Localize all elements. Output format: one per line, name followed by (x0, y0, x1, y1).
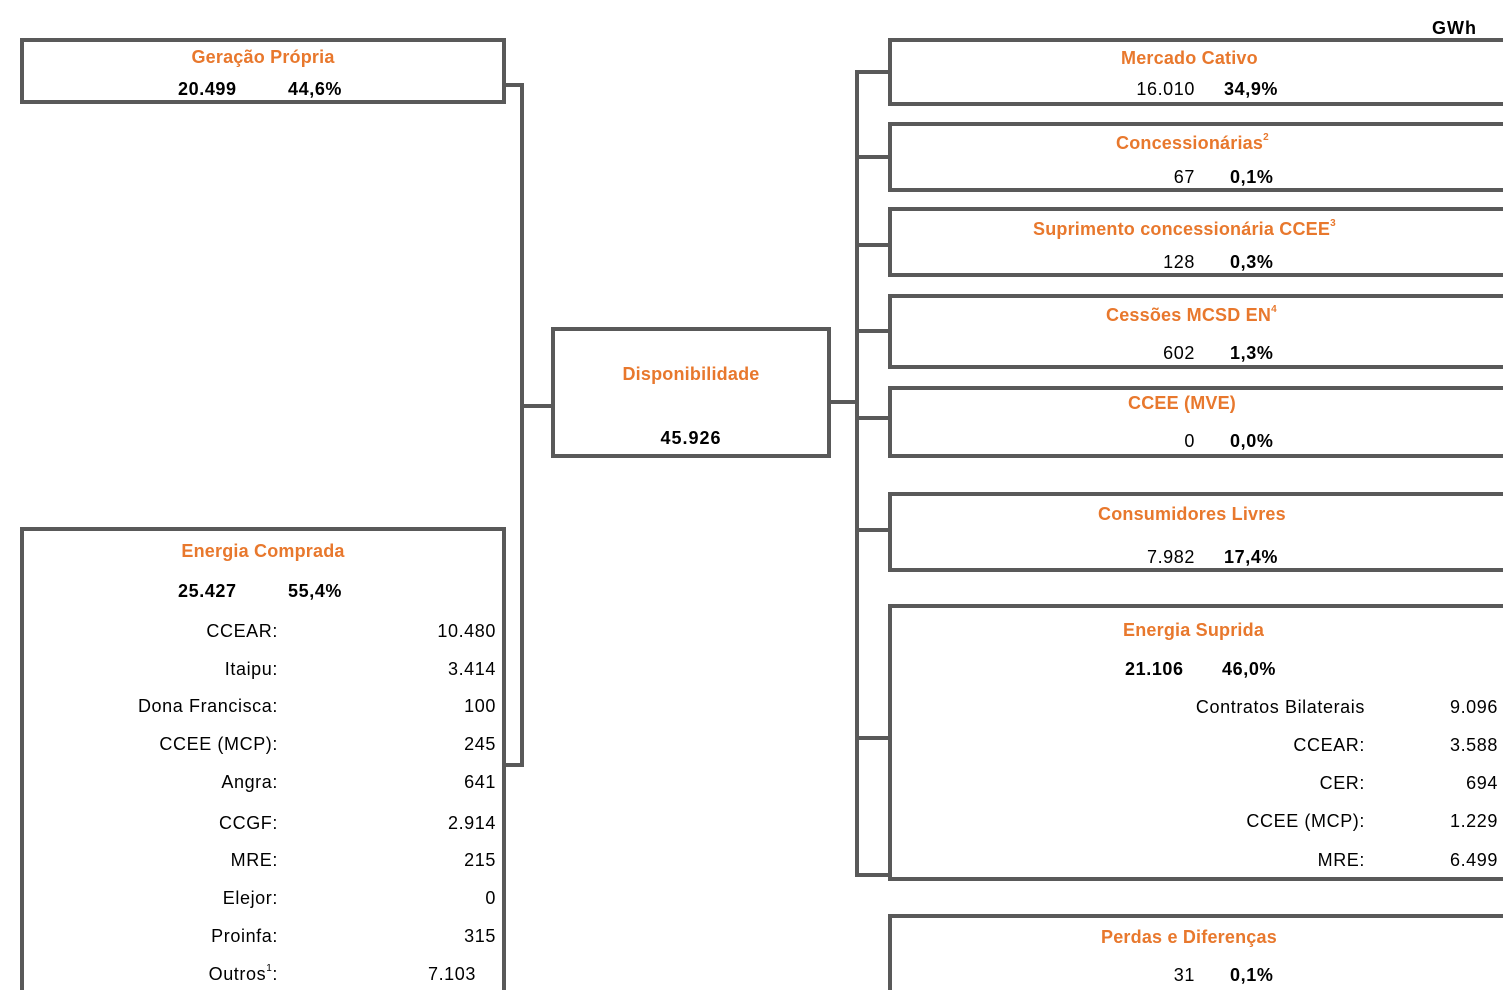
connector-consumidores (855, 528, 888, 532)
connector-right-vertical (855, 70, 859, 877)
comprada-item-label: Itaipu: (224, 659, 278, 679)
comprada-item-label: Dona Francisca: (137, 696, 278, 716)
concessionarias-title: Concessionárias$^2$ (1116, 132, 1269, 153)
suprimento-title: Suprimento concessionária CCEE$^3$ (1033, 218, 1336, 239)
suprimento-pct: 0,3% (1230, 252, 1274, 272)
geracao-propria-pct: 44,6% (288, 79, 343, 99)
geracao-propria-title: Geração Própria (191, 47, 335, 67)
perdas-pct: 0,1% (1230, 965, 1274, 985)
suprida-item-label: Contratos Bilaterais (1195, 697, 1365, 717)
geracao-propria-value: 20.499 (178, 79, 237, 99)
comprada-item-label: CCEAR: (206, 621, 278, 641)
perdas-title: Perdas e Diferenças (1101, 927, 1277, 947)
suprida-item-label: CCEE (MCP): (1246, 811, 1365, 831)
energia-suprida-pct: 46,0% (1222, 659, 1277, 679)
comprada-item-value: 0 (485, 888, 496, 908)
comprada-item-label: Proinfa: (211, 926, 278, 946)
connector-suprimento (855, 243, 888, 247)
comprada-item-label: Angra: (221, 772, 278, 792)
cessoes-title: Cessões MCSD $EN^4$ (1106, 304, 1277, 325)
energia-suprida-value: 21.106 (1125, 659, 1184, 679)
cessoes-value: 602 (1163, 343, 1195, 363)
connector-ccee-mve (855, 416, 888, 420)
concessionarias-value: 67 (1173, 167, 1195, 187)
comprada-item-value: 3.414 (447, 659, 496, 679)
energia-comprada-title: Energia Comprada (181, 541, 345, 561)
suprida-item-label: CCEAR: (1293, 735, 1365, 755)
suprida-item-label: CER: (1319, 773, 1365, 793)
unit-label: GWh (1432, 18, 1477, 38)
connector-perdas (855, 873, 888, 877)
ccee-mve-value: 0 (1184, 431, 1195, 451)
energia-comprada-value: 25.427 (178, 581, 237, 601)
suprida-item-label: MRE: (1317, 850, 1365, 870)
connector-suprida (855, 736, 888, 740)
connector-concessionarias (855, 155, 888, 159)
comprada-item-value: 641 (464, 772, 496, 792)
comprada-item-label: MRE: (230, 850, 278, 870)
cessoes-pct: 1,3% (1230, 343, 1274, 363)
comprada-item-value: 315 (464, 926, 496, 946)
suprida-item-value: 1.229 (1449, 811, 1498, 831)
suprida-item-value: 9.096 (1449, 697, 1498, 717)
connector-mercado-cativo (855, 70, 888, 74)
suprida-item-value: 694 (1466, 773, 1498, 793)
suprimento-value: 128 (1163, 252, 1195, 272)
comprada-item-label: Elejor: (222, 888, 278, 908)
suprida-item-value: 3.588 (1449, 735, 1498, 755)
connector-left-to-center (524, 404, 554, 408)
mercado-cativo-title: Mercado Cativo (1121, 48, 1258, 68)
consumidores-livres-pct: 17,4% (1224, 547, 1279, 567)
ccee-mve-title: CCEE (MVE) (1128, 393, 1237, 413)
comprada-item-label: Outros$^1$: (208, 963, 278, 984)
consumidores-livres-value: 7.982 (1146, 547, 1195, 567)
consumidores-livres-title: Consumidores Livres (1098, 504, 1286, 524)
energia-suprida-title: Energia Suprida (1123, 620, 1265, 640)
perdas-value: 31 (1173, 965, 1195, 985)
disponibilidade-title: Disponibilidade (622, 364, 760, 384)
ccee-mve-pct: 0,0% (1230, 431, 1274, 451)
comprada-item-value: 2.914 (447, 813, 496, 833)
comprada-item-value: 215 (464, 850, 496, 870)
mercado-cativo-value: 16.010 (1136, 79, 1195, 99)
comprada-item-value: 10.480 (437, 621, 496, 641)
mercado-cativo-pct: 34,9% (1224, 79, 1279, 99)
comprada-item-value: 245 (464, 734, 496, 754)
comprada-item-label: CCEE (MCP): (159, 734, 278, 754)
concessionarias-pct: 0,1% (1230, 167, 1274, 187)
disponibilidade-value: 45.926 (660, 428, 722, 448)
connector-cessoes (855, 329, 888, 333)
comprada-item-value: 100 (464, 696, 496, 716)
connector-left-vertical (520, 83, 524, 767)
energia-suprida-box (888, 604, 1503, 881)
suprida-item-value: 6.499 (1449, 850, 1498, 870)
comprada-item-value: 7.103 (427, 964, 476, 984)
energia-comprada-pct: 55,4% (288, 581, 343, 601)
energia-comprada-box (20, 527, 506, 990)
comprada-item-label: CCGF: (219, 813, 278, 833)
